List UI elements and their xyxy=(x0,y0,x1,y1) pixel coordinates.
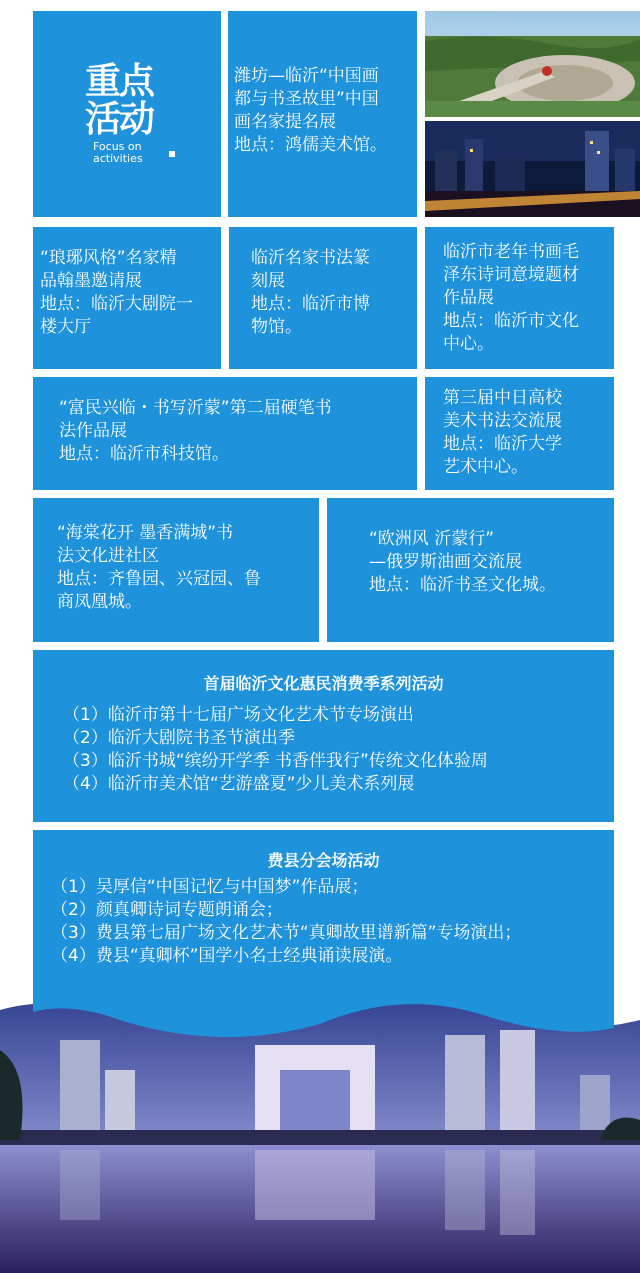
activity-text: 第三届中日高校 美术书法交流展 地点：临沂大学 艺术中心。 xyxy=(443,388,562,477)
feixian-list xyxy=(51,876,521,968)
feixian-title: 费县分会场活动 xyxy=(267,851,380,870)
plaza-photo xyxy=(425,11,640,117)
consumer-season-list xyxy=(63,704,488,796)
activity-text: “琅琊风格”名家精 品翰墨邀请展 地点：临沂大剧院一 楼大厅 xyxy=(40,248,193,337)
list-item: （3）费县第七届广场文化艺术节“真卿故里谱新篇”专场演出； xyxy=(51,923,522,943)
consumer-season-title: 首届临沂文化惠民消费季系列活动 xyxy=(203,674,444,693)
header-subtitle: Focus on activities xyxy=(93,140,143,165)
activity-tile-5 xyxy=(33,377,417,490)
activity-text: “海棠花开 墨香满城”书 法文化进社区 地点：齐鲁园、兴冠园、鲁 商凤凰城。 xyxy=(57,523,261,612)
activity-tile-1 xyxy=(228,11,417,217)
activity-text: 临沂市老年书画毛 泽东诗词意境题材 作品展 地点：临沂市文化 中心。 xyxy=(443,242,579,354)
activity-tile-2 xyxy=(33,227,221,369)
activity-text: 临沂名家书法篆 刻展 地点：临沂市博 物馆。 xyxy=(251,248,370,337)
list-item: （1）临沂市第十七届广场文化艺术节专场演出 xyxy=(63,705,414,725)
night-city-photo xyxy=(425,121,640,217)
list-item: （2）颜真卿诗词专题朗诵会； xyxy=(51,900,283,920)
list-item: （4）临沂市美术馆“艺游盛夏”少儿美术系列展 xyxy=(63,774,415,794)
activity-text: “欧洲风 沂蒙行” —俄罗斯油画交流展 地点：临沂书圣文化城。 xyxy=(369,529,556,595)
header-title: 重点 活动 xyxy=(85,61,154,140)
activity-tile-7 xyxy=(33,498,319,642)
list-item: （2）临沂大剧院书圣节演出季 xyxy=(63,728,295,748)
list-item: （4）费县“真卿杯”国学小名士经典诵读展演。 xyxy=(51,946,403,966)
activity-tile-3 xyxy=(229,227,417,369)
activity-text: 潍坊—临沂“中国画 都与书圣故里”中国 画名家提名展 地点：鸿儒美术馆。 xyxy=(234,66,387,155)
accent-square xyxy=(169,151,175,157)
list-item: （3）临沂书城“缤纷开学季 书香伴我行”传统文化体验周 xyxy=(63,751,488,771)
activity-tile-4 xyxy=(425,227,614,369)
activity-tile-6 xyxy=(425,377,614,490)
activity-tile-8 xyxy=(327,498,614,642)
header-tile xyxy=(33,11,221,217)
skyline-photo xyxy=(0,990,640,1273)
consumer-season-block xyxy=(33,650,614,822)
list-item: （1）吴厚信“中国记忆与中国梦”作品展； xyxy=(51,877,369,897)
activity-text: “富民兴临・书写沂蒙”第二届硬笔书 法作品展 地点：临沂市科技馆。 xyxy=(59,398,332,464)
